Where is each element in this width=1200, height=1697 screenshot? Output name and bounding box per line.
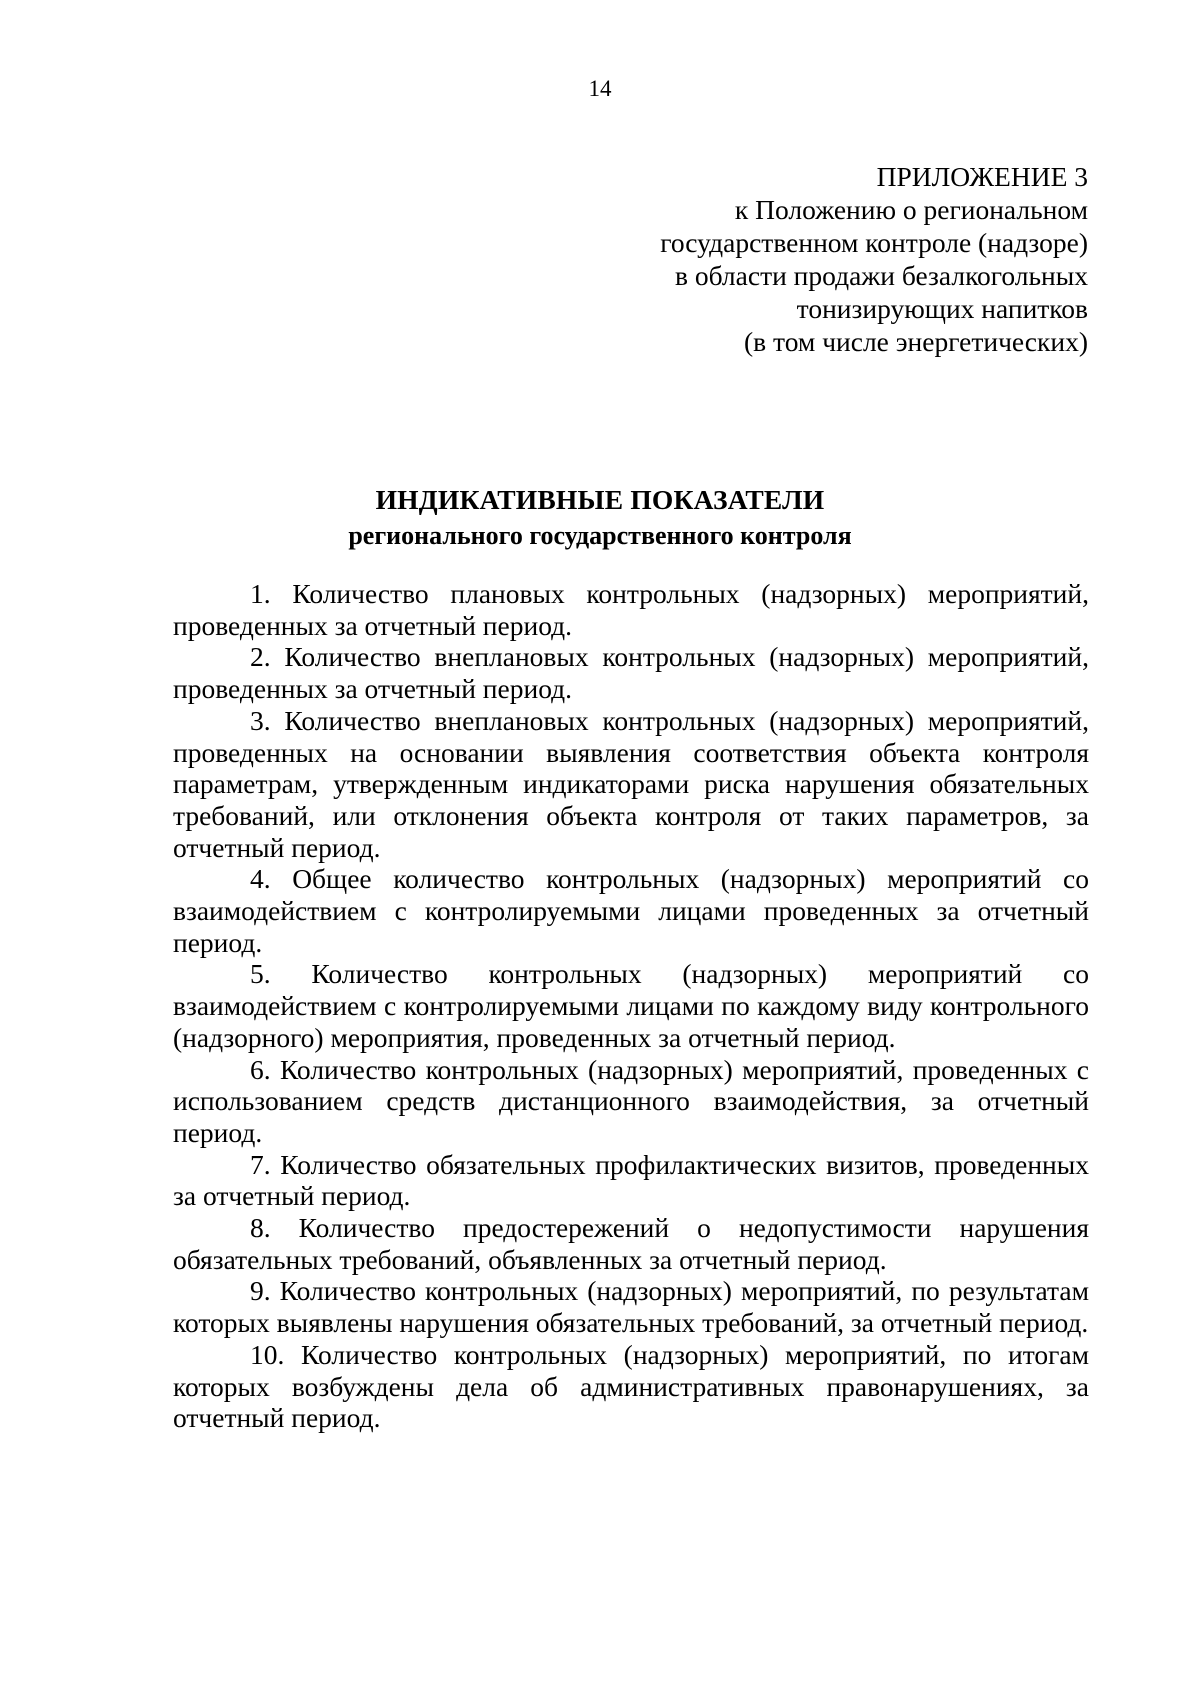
document-heading [0,484,1200,552]
page-number: 14 [588,76,612,101]
indicator-list [173,578,1089,1434]
appendix-line: тонизирующих напитков [796,293,1088,324]
indicator-item: 3. Количество внеплановых контрольных (надзорных) мероприятий, проведенных на основании выявления соответствия объекта контроля параметрам, утвержденным индикаторами риска нарушения обязательных требований, или отклонения объекта контроля от таких параметров, за отчетный период. [173,704,1089,863]
heading-subtitle: регионального государственного контроля [348,521,852,550]
indicator-item: 8. Количество предостережений о недопустимости нарушения обязательных требований, объявленных за отчетный период. [173,1212,1089,1275]
appendix-line: государственном контроле (надзоре) [660,227,1088,258]
indicator-item: 5. Количество контрольных (надзорных) мероприятий со взаимодействием с контролируемыми лицами по каждому виду контрольного (надзорного) мероприятия, проведенных за отчетный период. [173,958,1089,1053]
indicator-item: 7. Количество обязательных профилактических визитов, проведенных за отчетный период. [173,1148,1089,1212]
indicator-item: 4. Общее количество контрольных (надзорных) мероприятий со взаимодействием с контролируемыми лицами проведенных за отчетный период. [173,863,1089,958]
indicator-item: 1. Количество плановых контрольных (надзорных) мероприятий, проведенных за отчетный период. [173,578,1089,641]
appendix-line: в области продажи безалкогольных [675,260,1088,291]
appendix-line: к Положению о региональном [734,194,1088,225]
indicator-item: 6. Количество контрольных (надзорных) мероприятий, проведенных с использованием средств дистанционного взаимодействия, за отчетный период. [173,1053,1089,1148]
heading-title: ИНДИКАТИВНЫЕ ПОКАЗАТЕЛИ [375,484,825,515]
appendix-line: (в том числе энергетических) [744,326,1088,357]
indicator-item: 9. Количество контрольных (надзорных) мероприятий, по результатам которых выявлены нарушения обязательных требований, за отчетный период. [173,1275,1089,1339]
indicator-item: 2. Количество внеплановых контрольных (надзорных) мероприятий, проведенных за отчетный период. [173,641,1089,705]
indicator-item: 10. Количество контрольных (надзорных) мероприятий, по итогам которых возбуждены дела об административных правонарушениях, за отчетный период. [173,1338,1089,1434]
appendix-block [660,160,1088,358]
appendix-line: ПРИЛОЖЕНИЕ 3 [876,161,1088,192]
